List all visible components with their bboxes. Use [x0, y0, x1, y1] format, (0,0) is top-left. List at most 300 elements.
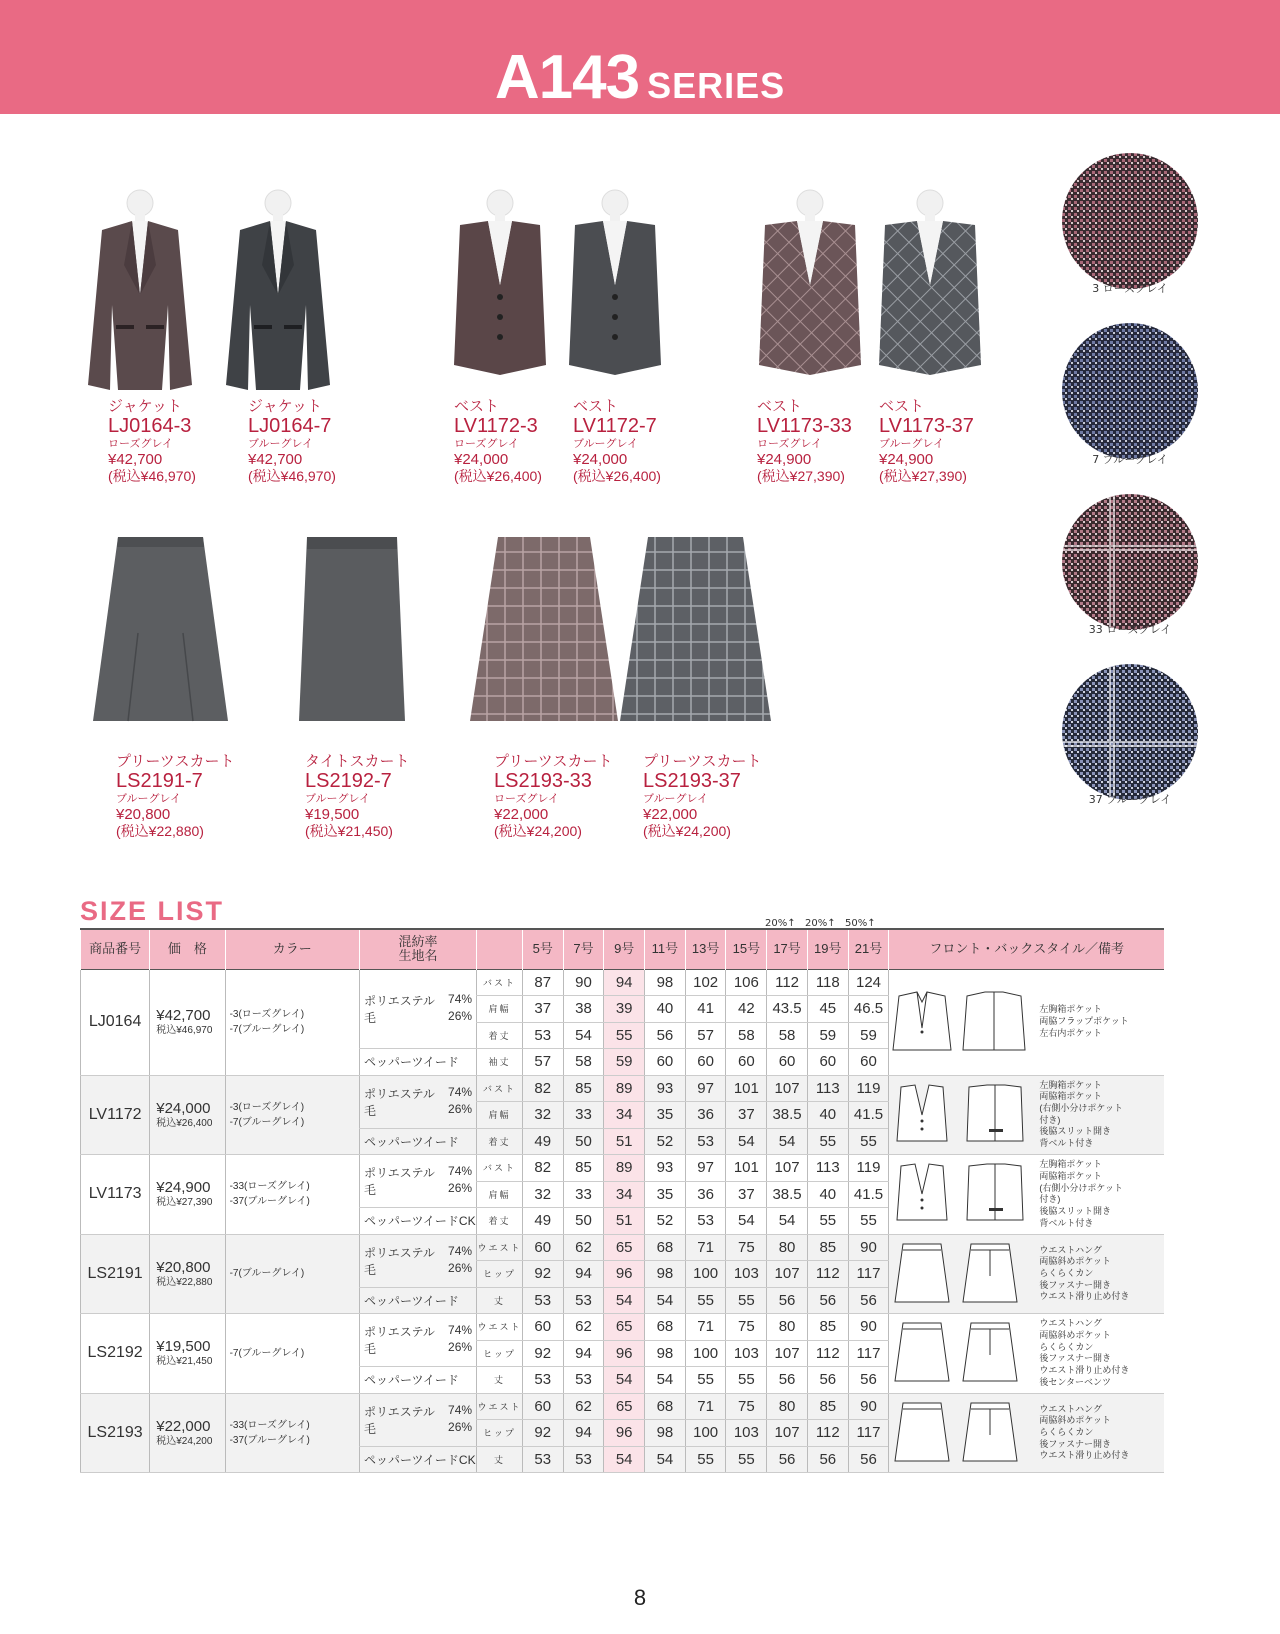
style-note: ウエストハング	[1039, 1244, 1102, 1255]
header-color: カラー	[225, 929, 359, 969]
size-value: 90	[563, 969, 604, 996]
table-row	[81, 1314, 1165, 1341]
fabric-cell	[359, 1393, 476, 1446]
size-value: 54	[726, 1128, 767, 1155]
size-value: 87	[522, 969, 563, 996]
style-cell	[889, 969, 1164, 1075]
price-value: ¥22,000	[156, 1417, 211, 1435]
style-notes	[1039, 1159, 1123, 1229]
fabric-line	[364, 1261, 476, 1278]
size-value: 101	[726, 1155, 767, 1182]
vest-rose-image	[450, 185, 550, 380]
size-value: 117	[848, 1261, 889, 1288]
size-value: 65	[604, 1393, 645, 1420]
product-label: プリーツスカート LS2193-33 ローズグレイ ¥22,000 (税込¥24,200)	[494, 753, 644, 839]
color-cell	[225, 1155, 359, 1235]
size-value: 113	[807, 1155, 848, 1182]
tax-price: 税込¥46,970	[156, 1025, 213, 1036]
size-row-group	[81, 1393, 1165, 1473]
fabric-cell	[359, 1314, 476, 1367]
fabric-name: ペッパーツイードCK	[359, 1446, 476, 1473]
fabric-line	[364, 1181, 476, 1198]
fabric-line	[364, 1323, 476, 1340]
size-value: 107	[767, 1075, 808, 1102]
measure-name: 丈	[477, 1367, 523, 1394]
style-cell	[889, 1155, 1164, 1235]
size-value: 33	[563, 1102, 604, 1129]
style-wrap	[889, 1155, 1164, 1234]
size-value: 58	[726, 1022, 767, 1049]
size-value: 107	[767, 1420, 808, 1447]
measure-name: ウエスト	[477, 1234, 523, 1261]
size-list-title: SIZE LIST	[80, 896, 225, 926]
style-note: 両脇フラップポケット	[1039, 1016, 1129, 1027]
style-cell	[889, 1314, 1164, 1394]
measure-name: ヒップ	[477, 1261, 523, 1288]
fiber-name: 毛	[363, 1262, 376, 1277]
table-row	[81, 969, 1165, 996]
size-value: 107	[767, 1261, 808, 1288]
size-value: 55	[726, 1367, 767, 1394]
style-note: ウエストハング	[1039, 1403, 1102, 1414]
size-value: 96	[604, 1420, 645, 1447]
size-value: 93	[645, 1155, 686, 1182]
style-note: ウエスト滑り止め付き	[1039, 1364, 1130, 1375]
size-value: 54	[645, 1367, 686, 1394]
price-value: ¥24,900	[156, 1179, 211, 1197]
size-value: 113	[807, 1075, 848, 1102]
size-value: 118	[807, 969, 848, 996]
size-value: 58	[767, 1022, 808, 1049]
price-cell	[150, 1075, 225, 1155]
size-value: 53	[563, 1287, 604, 1314]
size-value: 71	[685, 1314, 726, 1341]
table-row	[81, 1234, 1165, 1261]
size-value: 119	[848, 1075, 889, 1102]
size-value: 55	[848, 1128, 889, 1155]
size-value: 60	[685, 1049, 726, 1076]
size-value: 35	[645, 1181, 686, 1208]
swatch-label: 37 ブルーグレイ	[1088, 793, 1172, 806]
style-notes	[1039, 1245, 1129, 1303]
fabric-line	[364, 1340, 476, 1357]
product-label: タイトスカート LS2192-7 ブルーグレイ ¥19,500 (税込¥21,450)	[305, 753, 455, 839]
fabric-line	[364, 992, 476, 1009]
size-value: 60	[726, 1049, 767, 1076]
size-value: 56	[645, 1022, 686, 1049]
size-value: 55	[807, 1128, 848, 1155]
size-value: 65	[604, 1314, 645, 1341]
product-code-cell: LS2192	[81, 1314, 150, 1394]
size-value: 54	[645, 1287, 686, 1314]
size-value: 49	[522, 1208, 563, 1235]
measure-name: バスト	[477, 1155, 523, 1182]
size-value: 42	[726, 996, 767, 1023]
product-code: LS2193-33	[494, 770, 592, 793]
product-code-cell: LS2193	[81, 1393, 150, 1473]
style-note: ウエスト滑り止め付き	[1039, 1291, 1130, 1302]
product-label: ベスト LV1173-37 ブルーグレイ ¥24,900 (税込¥27,390)	[879, 398, 1009, 484]
product-code: LV1172-3	[454, 415, 538, 438]
size-value: 55	[604, 1022, 645, 1049]
color-option: -37(ブルーグレイ)	[229, 1196, 310, 1208]
size-value: 36	[685, 1181, 726, 1208]
header-code: 商品番号	[81, 929, 150, 969]
color-cell	[225, 1393, 359, 1473]
style-note: (右側小分けポケット	[1039, 1182, 1123, 1193]
fiber-name: ポリエステル	[363, 1086, 435, 1101]
header-size: 15号	[726, 929, 767, 969]
size-value: 90	[848, 1314, 889, 1341]
size-value: 35	[645, 1102, 686, 1129]
measure-name: 肩幅	[477, 1102, 523, 1129]
size-value: 54	[645, 1446, 686, 1473]
size-value: 59	[848, 1022, 889, 1049]
tax-price: 税込¥26,400	[156, 1117, 213, 1129]
style-note: 付き)	[1039, 1114, 1061, 1125]
size-value: 85	[563, 1155, 604, 1182]
color-cell	[225, 1314, 359, 1394]
header-size: 9号	[604, 929, 645, 969]
product-code: LV1172-7	[573, 415, 657, 438]
header-banner	[0, 0, 1280, 114]
fiber-pct: 74%	[448, 1243, 473, 1258]
fabric-cell	[359, 1075, 476, 1128]
size-value: 59	[807, 1022, 848, 1049]
style-note: 背ベルト付き	[1039, 1138, 1094, 1149]
fabric-swatch-check-blue	[1062, 664, 1198, 800]
style-sketch-icon	[889, 1160, 1029, 1228]
size-value: 94	[563, 1340, 604, 1367]
color-option: -33(ローズグレイ)	[229, 1181, 310, 1193]
fabric-cell	[359, 1234, 476, 1287]
size-row-group	[81, 1155, 1165, 1235]
style-note: (右側小分けポケット	[1039, 1103, 1123, 1114]
header-size: 13号	[685, 929, 726, 969]
size-value: 97	[685, 1075, 726, 1102]
size-value: 62	[563, 1314, 604, 1341]
fabric-name: ペッパーツイード	[359, 1049, 476, 1076]
style-note: 左胸箱ポケット	[1039, 1079, 1102, 1090]
tax-price: 税込¥27,390	[156, 1197, 213, 1209]
size-value: 103	[726, 1261, 767, 1288]
header-size: 11号	[645, 929, 686, 969]
fabric-line	[364, 1420, 476, 1437]
size-value: 80	[767, 1393, 808, 1420]
size-value: 55	[685, 1367, 726, 1394]
style-note: 両脇斜めポケット	[1039, 1256, 1111, 1267]
size-value: 59	[604, 1049, 645, 1076]
fiber-pct: 74%	[448, 1164, 473, 1178]
price-value: ¥19,500	[156, 1338, 211, 1356]
size-value: 65	[604, 1234, 645, 1261]
series-title-main: A143	[494, 43, 640, 112]
style-note: 後センターベンツ	[1039, 1376, 1111, 1387]
size-value: 52	[645, 1128, 686, 1155]
size-row-group	[81, 969, 1165, 1075]
size-value: 117	[848, 1340, 889, 1367]
style-note: 左右内ポケット	[1039, 1027, 1102, 1038]
size-value: 85	[563, 1075, 604, 1102]
style-note: 後ファスナー開き	[1039, 1353, 1111, 1364]
size-value: 106	[726, 969, 767, 996]
product-label: ベスト LV1172-7 ブルーグレイ ¥24,000 (税込¥26,400)	[573, 398, 703, 484]
size-value: 53	[522, 1367, 563, 1394]
size-value: 62	[563, 1393, 604, 1420]
style-notes	[1039, 1404, 1129, 1462]
size-value: 82	[522, 1075, 563, 1102]
measure-name: バスト	[477, 969, 523, 996]
measure-name: 袖丈	[477, 1049, 523, 1076]
size-value: 98	[645, 969, 686, 996]
fiber-name: ポリエステル	[363, 1325, 435, 1339]
size-value: 40	[807, 1102, 848, 1129]
size-value: 56	[807, 1446, 848, 1473]
style-wrap	[889, 970, 1164, 1075]
style-sketch-icon	[889, 1081, 1029, 1149]
size-row-group	[81, 1314, 1165, 1394]
size-value: 33	[563, 1181, 604, 1208]
size-value: 100	[685, 1261, 726, 1288]
pct-note: 20%↑	[765, 918, 796, 929]
size-value: 60	[848, 1049, 889, 1076]
size-value: 53	[563, 1367, 604, 1394]
size-value: 36	[685, 1102, 726, 1129]
style-note: らくらくカン	[1039, 1426, 1094, 1437]
product-label: プリーツスカート LS2191-7 ブルーグレイ ¥20,800 (税込¥22,880)	[116, 753, 266, 839]
size-value: 68	[645, 1393, 686, 1420]
size-value: 55	[807, 1208, 848, 1235]
table-header-row	[81, 929, 1165, 969]
size-value: 90	[848, 1393, 889, 1420]
fabric-swatch-rose	[1062, 153, 1198, 289]
measure-name: ヒップ	[477, 1340, 523, 1367]
style-note: 左胸箱ポケット	[1039, 1004, 1102, 1015]
size-value: 54	[563, 1022, 604, 1049]
size-value: 80	[767, 1314, 808, 1341]
product-code-cell: LV1172	[81, 1075, 150, 1155]
size-value: 92	[522, 1261, 563, 1288]
size-value: 56	[848, 1367, 889, 1394]
product-code-cell: LS2191	[81, 1234, 150, 1314]
size-value: 39	[604, 996, 645, 1023]
header-size: 19号	[807, 929, 848, 969]
fiber-name: 毛	[363, 1103, 376, 1118]
measure-name: 丈	[477, 1287, 523, 1314]
size-value: 96	[604, 1340, 645, 1367]
size-value: 89	[604, 1075, 645, 1102]
fabric-swatch-check-rose	[1062, 494, 1198, 630]
style-sketch-icon	[889, 1240, 1029, 1308]
size-value: 57	[685, 1022, 726, 1049]
size-value: 119	[848, 1155, 889, 1182]
size-value: 56	[848, 1287, 889, 1314]
size-value: 60	[645, 1049, 686, 1076]
vest-blue-image	[565, 185, 665, 380]
size-value: 34	[604, 1181, 645, 1208]
price-value: ¥24,000	[156, 1099, 211, 1117]
size-value: 41.5	[848, 1102, 889, 1129]
header-size: 17号	[767, 929, 808, 969]
size-value: 100	[685, 1340, 726, 1367]
style-wrap	[889, 1394, 1164, 1473]
price-value: ¥20,800	[156, 1258, 211, 1276]
table-row	[81, 1075, 1165, 1102]
product-code: LS2192-7	[305, 770, 392, 793]
size-value: 71	[685, 1234, 726, 1261]
swatch-label: 3 ローズグレイ	[1092, 282, 1168, 295]
price-value: ¥42,700	[156, 1007, 211, 1024]
measure-name: 肩幅	[477, 1181, 523, 1208]
swatch-label: 7 ブルーグレイ	[1092, 453, 1168, 466]
style-note: らくらくカン	[1039, 1341, 1094, 1352]
size-value: 85	[807, 1234, 848, 1261]
fabric-line	[364, 1085, 476, 1102]
size-value: 51	[604, 1128, 645, 1155]
jacket-rose-image	[80, 185, 200, 395]
color-cell	[225, 1075, 359, 1155]
size-value: 51	[604, 1208, 645, 1235]
size-value: 54	[767, 1208, 808, 1235]
header-size: 21号	[848, 929, 889, 969]
fiber-pct: 26%	[448, 1340, 473, 1354]
product-code: LJ0164-3	[108, 415, 192, 438]
size-value: 100	[685, 1420, 726, 1447]
style-note: 背ベルト付き	[1039, 1217, 1094, 1228]
jacket-blue-image	[218, 185, 338, 395]
color-option: -33(ローズグレイ)	[229, 1419, 310, 1431]
header-size: 5号	[522, 929, 563, 969]
size-value: 112	[807, 1340, 848, 1367]
size-value: 55	[848, 1208, 889, 1235]
tax-price: 税込¥22,880	[156, 1276, 213, 1288]
size-value: 55	[726, 1287, 767, 1314]
measure-name: ウエスト	[477, 1314, 523, 1341]
price-cell	[150, 1393, 225, 1473]
size-value: 53	[685, 1208, 726, 1235]
size-value: 98	[645, 1420, 686, 1447]
measure-name: 丈	[477, 1446, 523, 1473]
skirt-check-rose-image	[468, 533, 620, 728]
header-measure	[477, 929, 523, 969]
style-note: 両脇箱ポケット	[1039, 1091, 1102, 1102]
size-value: 34	[604, 1102, 645, 1129]
style-sketch-icon	[889, 1399, 1029, 1467]
style-note: 後脇スリット開き	[1039, 1126, 1111, 1137]
style-cell	[889, 1075, 1164, 1155]
product-label: ベスト LV1173-33 ローズグレイ ¥24,900 (税込¥27,390)	[757, 398, 887, 484]
size-value: 37	[726, 1102, 767, 1129]
fabric-name: ペッパーツイード	[359, 1128, 476, 1155]
product-code: LV1173-33	[757, 415, 852, 438]
fabric-line	[364, 1102, 476, 1119]
style-note: 後ファスナー開き	[1039, 1279, 1111, 1290]
measure-name: 肩幅	[477, 996, 523, 1023]
size-value: 52	[645, 1208, 686, 1235]
vest-check-blue-image	[875, 185, 985, 380]
size-value: 38	[563, 996, 604, 1023]
size-value: 71	[685, 1393, 726, 1420]
measure-name: 着丈	[477, 1208, 523, 1235]
size-value: 53	[522, 1022, 563, 1049]
size-value: 89	[604, 1155, 645, 1182]
size-value: 90	[848, 1234, 889, 1261]
size-value: 102	[685, 969, 726, 996]
vest-check-rose-image	[755, 185, 865, 380]
size-value: 68	[645, 1234, 686, 1261]
fabric-name: ペッパーツイード	[359, 1367, 476, 1394]
fiber-name: 毛	[363, 1421, 376, 1436]
style-sketch-icon	[889, 988, 1029, 1056]
header-style: フロント・バックスタイル／備考	[889, 929, 1164, 969]
measure-name: ヒップ	[477, 1420, 523, 1447]
size-value: 94	[563, 1420, 604, 1447]
size-value: 92	[522, 1420, 563, 1447]
table-row	[81, 1393, 1165, 1420]
style-note: 付き)	[1039, 1194, 1061, 1205]
fiber-name: ポリエステル	[363, 1166, 435, 1180]
measure-name: ウエスト	[477, 1393, 523, 1420]
size-value: 112	[807, 1420, 848, 1447]
swatch-label: 33 ローズグレイ	[1088, 623, 1172, 636]
style-note: 後脇スリット開き	[1039, 1205, 1111, 1216]
size-value: 60	[807, 1049, 848, 1076]
fiber-pct: 26%	[448, 1008, 473, 1023]
size-value: 53	[563, 1446, 604, 1473]
measure-name: 着丈	[477, 1022, 523, 1049]
product-label: ジャケット LJ0164-3 ローズグレイ ¥42,700 (税込¥46,970)	[108, 398, 238, 484]
size-value: 85	[807, 1393, 848, 1420]
size-value: 60	[522, 1234, 563, 1261]
style-notes	[1039, 1004, 1128, 1039]
size-value: 37	[522, 996, 563, 1023]
size-value: 57	[522, 1049, 563, 1076]
size-row-group	[81, 1075, 1165, 1155]
size-value: 94	[563, 1261, 604, 1288]
size-value: 50	[563, 1128, 604, 1155]
size-value: 56	[807, 1367, 848, 1394]
size-value: 98	[645, 1261, 686, 1288]
size-value: 112	[767, 969, 808, 996]
size-value: 56	[767, 1446, 808, 1473]
measure-name: バスト	[477, 1075, 523, 1102]
size-value: 46.5	[848, 996, 889, 1023]
size-value: 50	[563, 1208, 604, 1235]
fiber-pct: 74%	[448, 1323, 473, 1337]
fabric-line	[364, 1244, 476, 1261]
style-cell	[889, 1234, 1164, 1314]
product-code: LV1173-37	[879, 415, 974, 438]
size-value: 55	[685, 1287, 726, 1314]
series-title-sub: SERIES	[647, 65, 786, 106]
price-cell	[150, 969, 225, 1075]
size-value: 53	[685, 1128, 726, 1155]
size-value: 40	[807, 1181, 848, 1208]
header-size: 7号	[563, 929, 604, 969]
color-option: -7(ブルーグレイ)	[229, 1116, 305, 1128]
fabric-name: ペッパーツイード	[359, 1287, 476, 1314]
size-value: 107	[767, 1340, 808, 1367]
color-option: -7(ブルーグレイ)	[229, 1268, 305, 1280]
style-note: 後ファスナー開き	[1039, 1438, 1111, 1449]
skirt-check-blue-image	[618, 533, 773, 728]
color-cell	[225, 1234, 359, 1314]
product-code: LS2191-7	[116, 770, 203, 793]
size-value: 40	[645, 996, 686, 1023]
size-value: 101	[726, 1075, 767, 1102]
fiber-name: ポリエステル	[363, 993, 435, 1008]
fiber-pct: 74%	[448, 1084, 473, 1099]
